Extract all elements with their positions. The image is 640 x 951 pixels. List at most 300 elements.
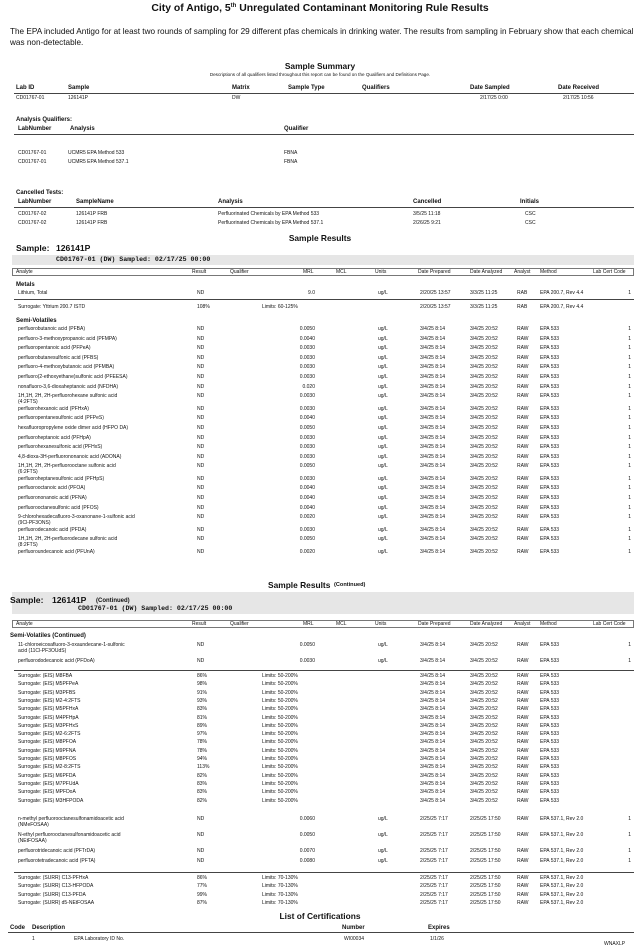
metals-surrogate-label: Surrogate: Yttrium 200.7 ISTD	[18, 304, 86, 310]
m537-row-units: ug/L	[378, 832, 388, 838]
semi-row-analyte: perfluoro(2-ethoxyethane)sulfonic acid (PFEESA)	[18, 374, 128, 380]
surrogate-537-label: Surrogate: (SURR) d5-NEtFOSAA	[18, 899, 95, 906]
analysis-qualifiers-heading: Analysis Qualifiers:	[16, 117, 73, 123]
aq-cell: UCMR5 EPA Method 537.1	[68, 159, 129, 165]
m537-row-result: ND	[197, 816, 205, 822]
semi-row-units: ug/L	[378, 526, 388, 533]
results-col-header: Units	[375, 621, 387, 627]
sample-continued: (Continued)	[96, 598, 130, 604]
semi-row-units: ug/L	[378, 374, 388, 380]
surrogate-537-analyzed: 2/25/25 17:50	[470, 875, 501, 881]
surrogate-533-analyst: RAW	[517, 739, 529, 746]
surrogate-533-limits: Limits: 50-200%	[262, 706, 298, 713]
semi-row-prepared: 3/4/25 8:14	[420, 326, 446, 332]
surrogate-537-prepared: 2/25/25 7:17	[420, 875, 448, 881]
semi-row-mrl: 0.0020	[299, 514, 315, 521]
surrogate-533-recovery: 97%	[197, 731, 208, 738]
surrogate-537-method: EPA 537.1, Rev 2.0	[540, 891, 584, 898]
m537-row-units: ug/L	[378, 816, 388, 822]
semi-row-mrl: 0.0030	[299, 475, 315, 482]
surrogate-533-prepared: 3/4/25 8:14	[420, 714, 446, 721]
results-col-header: Method	[540, 621, 557, 627]
semi-row-cert: 1	[628, 364, 631, 371]
semi-row-prepared: 3/4/25 8:14	[420, 354, 446, 361]
semi-row-prepared: 3/4/25 8:14	[420, 548, 446, 555]
semi-row-analyte: perfluorodecanoic acid (PFDA)	[18, 526, 87, 533]
surrogate-533-limits: Limits: 50-200%	[262, 722, 298, 729]
semi-row-result: ND	[197, 463, 205, 470]
surrogate-533-prepared: 3/4/25 8:14	[420, 797, 446, 804]
surrogate-537-rule	[14, 872, 634, 873]
results-col-header: MRL	[303, 621, 314, 627]
results-col-header: MRL	[303, 269, 314, 275]
metals-row-analyzed: 3/3/25 11:25	[470, 290, 498, 296]
semi-row-cert: 1	[628, 642, 631, 648]
semi-row-method: EPA 533	[540, 658, 560, 664]
semi-row-method: EPA 533	[540, 405, 560, 412]
surrogate-533-analyst: RAW	[517, 681, 529, 688]
semi-row-analyst: RAW	[517, 383, 529, 390]
sample-id: 126141P	[56, 243, 91, 253]
semi-row-analyst: RAW	[517, 393, 529, 400]
surrogate-533-prepared: 3/4/25 8:14	[420, 731, 446, 738]
semi-row-analyte: 4,8-dioxa-3H-perfluorononanoic acid (ADONA)	[18, 453, 122, 460]
footer-code: WNAXLP	[604, 941, 626, 947]
semi-row-method: EPA 533	[540, 374, 560, 380]
m537-row-analyst: RAW	[517, 857, 529, 864]
semi-row-analyst: RAW	[517, 415, 529, 422]
semi-row-cert: 1	[628, 374, 631, 380]
results-col-header: Result	[192, 269, 207, 275]
semi-row-analyst: RAW	[517, 374, 529, 380]
semi-row-result: ND	[197, 383, 205, 390]
semi-row-analyst: RAW	[517, 495, 529, 501]
m537-row-analyte: N-ethyl perfluorooctanesulfonamidoacetic acid	[18, 832, 121, 838]
results-col-header: Date Analyzed	[470, 621, 503, 627]
m537-row-mrl: 0.0060	[299, 816, 315, 822]
ct-cell: Perfluorinated Chemicals by EPA Method 533	[218, 211, 320, 217]
semi-row-prepared: 3/4/25 8:14	[420, 463, 446, 470]
results-col-header: Method	[540, 269, 557, 275]
surrogate-533-label: Surrogate: (EIS) M5PFHxA	[18, 706, 79, 713]
ct-cell: 126141P FRB	[76, 219, 108, 226]
cert-col-header: Description	[32, 925, 66, 931]
surrogate-533-limits: Limits: 50-200%	[262, 739, 298, 746]
semi-row-cert: 1	[628, 345, 631, 352]
results-col-header: Analyte	[16, 621, 33, 627]
semi-row-analyte-cont: acid (11Cl-PF3OUdS)	[18, 648, 67, 654]
surrogate-533-limits: Limits: 50-200%	[262, 714, 298, 721]
ct-col-header: LabNumber	[18, 199, 52, 205]
semi-row-method: EPA 533	[540, 536, 560, 543]
ct-cell: CSC	[525, 211, 536, 217]
surrogate-537-label: Surrogate: (SURR) C13-HFPODA	[18, 883, 94, 890]
semi-row-analyzed: 3/4/25 20:52	[470, 326, 498, 332]
surrogate-533-prepared: 3/4/25 8:14	[420, 697, 446, 704]
semi-row-analyzed: 3/4/25 20:52	[470, 526, 498, 533]
semi-row-prepared: 3/4/25 8:14	[420, 335, 446, 342]
metals-row-prepared: 2/20/25 13:57	[420, 290, 451, 296]
semi-row-mrl: 0.0030	[299, 444, 315, 451]
cert-col-header: Expires	[428, 925, 450, 931]
results-col-header: Date Analyzed	[470, 269, 503, 275]
surrogate-537-recovery: 87%	[197, 899, 208, 906]
semi-row-result: ND	[197, 374, 205, 380]
surrogate-537-label: Surrogate: (SURR) C13-PFHxA	[18, 875, 89, 881]
surrogate-533-label: Surrogate: (EIS) M2-6:2FTS	[18, 731, 81, 738]
surrogate-533-analyzed: 3/4/25 20:52	[470, 747, 498, 754]
m537-row-method: EPA 537.1, Rev 2.0	[540, 816, 584, 822]
semi-row-analyzed: 3/4/25 20:52	[470, 463, 498, 470]
semi-row-units: ug/L	[378, 485, 388, 492]
semi-row-cert: 1	[628, 514, 631, 521]
surrogate-533-limits: Limits: 50-200%	[262, 797, 298, 804]
results-col-header: Qualifier	[230, 621, 249, 627]
results-col-header: Lab Cert Code	[593, 621, 626, 627]
surrogate-537-limits: Limits: 70-130%	[262, 891, 298, 898]
semi-row-method: EPA 533	[540, 495, 560, 501]
surrogate-533-method: EPA 533	[540, 722, 560, 729]
semi-row-units: ug/L	[378, 514, 388, 521]
semi-row-analyzed: 3/4/25 20:52	[470, 475, 498, 482]
semi-row-analyst: RAW	[517, 364, 529, 371]
m537-row-analyzed: 2/25/25 17:50	[470, 816, 501, 822]
m537-row-method: EPA 537.1, Rev 2.0	[540, 848, 584, 854]
surrogate-537-recovery: 77%	[197, 883, 208, 890]
semi-row-cert: 1	[628, 536, 631, 543]
results-col-header: Analyst	[514, 269, 531, 275]
semi-row-analyte-cont: (9Cl-PF3ONS)	[18, 520, 51, 527]
semi-row-analyzed: 3/4/25 20:52	[470, 642, 498, 648]
semi-row-mrl: 0.0030	[299, 658, 315, 664]
surrogate-533-label: Surrogate: (EIS) M7PFUdA	[18, 780, 79, 787]
m537-row-analyzed: 2/25/25 17:50	[470, 832, 501, 838]
m537-row-units: ug/L	[378, 857, 388, 864]
m537-row-units: ug/L	[378, 848, 388, 854]
semi-row-method: EPA 533	[540, 444, 560, 451]
semi-row-analyzed: 3/4/25 20:52	[470, 393, 498, 400]
m537-row-prepared: 2/25/25 7:17	[420, 832, 448, 838]
semi-row-method: EPA 533	[540, 364, 560, 371]
semi-row-analyte: 1H,1H, 2H, 2H-perfluorohexane sulfonic acid	[18, 393, 118, 400]
semi-row-prepared: 3/4/25 8:14	[420, 393, 446, 400]
semi-row-mrl: 0.0030	[299, 405, 315, 412]
aq-cell: UCMR5 EPA Method 533	[68, 150, 125, 156]
surrogate-537-prepared: 2/25/25 7:17	[420, 899, 448, 906]
cert-col-header: Number	[342, 925, 365, 931]
results-col-header: Analyte	[16, 269, 33, 275]
surrogate-533-recovery: 82%	[197, 772, 208, 779]
semi-row-prepared: 3/4/25 8:14	[420, 364, 446, 371]
surrogate-537-limits: Limits: 70-130%	[262, 875, 298, 881]
surrogate-533-method: EPA 533	[540, 747, 560, 754]
surrogate-533-limits: Limits: 50-200%	[262, 731, 298, 738]
surrogate-533-limits: Limits: 50-200%	[262, 697, 298, 704]
semi-row-method: EPA 533	[540, 475, 560, 482]
metals-row-mrl: 9.0	[308, 290, 315, 296]
semi-row-analyst: RAW	[517, 424, 529, 431]
semi-row-analyzed: 3/4/25 20:52	[470, 658, 498, 664]
semi-row-cert: 1	[628, 335, 631, 342]
surrogate-533-analyzed: 3/4/25 20:52	[470, 797, 498, 804]
semi-row-analyte: 9-chlorohexadecafluoro-3-oxanonane-1-sulfonic acid	[18, 514, 135, 521]
semi-row-result: ND	[197, 658, 205, 664]
semi-row-analyst: RAW	[517, 326, 529, 332]
surrogate-533-analyzed: 3/4/25 20:52	[470, 731, 498, 738]
surrogate-533-method: EPA 533	[540, 764, 560, 771]
surrogate-533-recovery: 83%	[197, 780, 208, 787]
surrogate-533-analyzed: 3/4/25 20:52	[470, 772, 498, 779]
results-col-header: Date Prepared	[418, 269, 451, 275]
cert-cell: EPA Laboratory ID No.	[74, 936, 125, 942]
semi-row-cert: 1	[628, 326, 631, 332]
surrogate-533-analyst: RAW	[517, 772, 529, 779]
surrogate-533-recovery: 78%	[197, 739, 208, 746]
surrogate-533-method: EPA 533	[540, 789, 560, 796]
surrogate-533-analyzed: 3/4/25 20:52	[470, 681, 498, 688]
surrogate-537-analyzed: 2/25/25 17:50	[470, 891, 501, 898]
semi-row-analyzed: 3/4/25 20:52	[470, 335, 498, 342]
surrogate-533-recovery: 83%	[197, 706, 208, 713]
semi-row-analyte-cont: (8:2FTS)	[18, 542, 38, 549]
surrogate-533-analyst: RAW	[517, 797, 529, 804]
semi-row-method: EPA 533	[540, 485, 560, 492]
ct-col-header: Cancelled	[413, 199, 442, 205]
semi-row-cert: 1	[628, 405, 631, 412]
semi-row-units: ug/L	[378, 536, 388, 543]
semi-row-cert: 1	[628, 424, 631, 431]
semi-row-analyzed: 3/4/25 20:52	[470, 444, 498, 451]
semi-row-analyst: RAW	[517, 335, 529, 342]
cert-cell: 1/1/26	[430, 936, 444, 942]
surrogate-537-method: EPA 537.1, Rev 2.0	[540, 899, 584, 906]
semi-row-method: EPA 533	[540, 453, 560, 460]
surrogate-537-recovery: 99%	[197, 891, 208, 898]
semi-row-method: EPA 533	[540, 335, 560, 342]
semi-row-result: ND	[197, 434, 205, 441]
surrogate-537-analyst: RAW	[517, 899, 529, 906]
semi-row-cert: 1	[628, 434, 631, 441]
semi-row-analyst: RAW	[517, 405, 529, 412]
summary-col-header: Matrix	[232, 85, 250, 91]
semi-volatiles-heading: Semi-Volatiles	[16, 318, 57, 324]
metals-row-method: EPA 200.7, Rev 4.4	[540, 290, 584, 296]
semi-row-mrl: 0.0040	[299, 504, 315, 511]
m537-row-method: EPA 537.1, Rev 2.0	[540, 857, 584, 864]
semi-row-units: ug/L	[378, 463, 388, 470]
results-col-header: Lab Cert Code	[593, 269, 626, 275]
semi-row-analyst: RAW	[517, 642, 529, 648]
surrogate-533-analyst: RAW	[517, 697, 529, 704]
semi-row-method: EPA 533	[540, 504, 560, 511]
surrogate-533-recovery: 93%	[197, 697, 208, 704]
aq-cell: CD01767-01	[18, 159, 47, 165]
semi-row-result: ND	[197, 415, 205, 422]
surrogate-533-limits: Limits: 50-200%	[262, 789, 298, 796]
semi-row-cert: 1	[628, 453, 631, 460]
surrogate-533-analyzed: 3/4/25 20:52	[470, 714, 498, 721]
semi-row-units: ug/L	[378, 364, 388, 371]
results-col-header: Date Prepared	[418, 621, 451, 627]
surrogate-533-recovery: 78%	[197, 747, 208, 754]
aq-cell: FBNA	[284, 150, 298, 156]
semi-row-mrl: 0.0050	[299, 642, 315, 648]
semi-row-cert: 1	[628, 444, 631, 451]
semi-row-result: ND	[197, 475, 205, 482]
semi-row-prepared: 3/4/25 8:14	[420, 405, 446, 412]
semi-row-prepared: 3/4/25 8:14	[420, 434, 446, 441]
surrogate-533-analyzed: 3/4/25 20:52	[470, 756, 498, 762]
semi-row-prepared: 3/4/25 8:14	[420, 485, 446, 492]
surrogate-533-analyst: RAW	[517, 714, 529, 721]
semi-row-units: ug/L	[378, 453, 388, 460]
semi-row-analyte: 11-chloroeicosafluoro-3-oxaundecane-1-sulfonic	[18, 642, 125, 648]
semi-row-analyzed: 3/4/25 20:52	[470, 453, 498, 460]
surrogate-533-analyst: RAW	[517, 706, 529, 713]
metals-surrogate-prepared: 2/20/25 13:57	[420, 304, 451, 310]
m537-row-analyst: RAW	[517, 832, 529, 838]
semi-row-analyst: RAW	[517, 434, 529, 441]
surrogate-533-prepared: 3/4/25 8:14	[420, 780, 446, 787]
m537-row-prepared: 2/25/25 7:17	[420, 857, 448, 864]
summary-col-header: Date Sampled	[470, 85, 510, 91]
m537-row-analyte: perfluorotetradecanoic acid (PFTA)	[18, 857, 96, 864]
semi-row-mrl: 0.0030	[299, 345, 315, 352]
semi-row-result: ND	[197, 326, 205, 332]
surrogate-533-label: Surrogate: (EIS) M2-4:2FTS	[18, 697, 81, 704]
semi-row-analyte-cont: (6:2FTS)	[18, 469, 38, 476]
surrogate-533-method: EPA 533	[540, 756, 560, 762]
semi-row-analyzed: 3/4/25 20:52	[470, 405, 498, 412]
m537-row-analyte: n-methyl perfluorooctanesulfonamidoacetic acid	[18, 816, 124, 822]
semi-row-method: EPA 533	[540, 463, 560, 470]
semi-row-mrl: 0.0030	[299, 453, 315, 460]
surrogate-537-recovery: 86%	[197, 875, 208, 881]
surrogate-533-prepared: 3/4/25 8:14	[420, 673, 446, 679]
surrogate-533-label: Surrogate: (EIS) M3HFPODA	[18, 797, 84, 804]
metals-rule	[14, 299, 634, 300]
semi-row-method: EPA 533	[540, 393, 560, 400]
surrogate-533-analyzed: 3/4/25 20:52	[470, 789, 498, 796]
surrogate-533-method: EPA 533	[540, 706, 560, 713]
semi-row-prepared: 3/4/25 8:14	[420, 526, 446, 533]
ct-header-rule	[14, 207, 634, 208]
semi-row-cert: 1	[628, 658, 631, 664]
page-title: City of Antigo, 5th Unregulated Contaminant Monitoring Rule Results	[151, 3, 489, 14]
semi-row-mrl: 0.0030	[299, 374, 315, 380]
surrogate-533-analyst: RAW	[517, 689, 529, 696]
surrogate-533-label: Surrogate: (EIS) M6PFDA	[18, 772, 76, 779]
ct-cell: CSC	[525, 219, 536, 226]
aq-cell: CD01767-01	[18, 150, 47, 156]
surrogate-533-analyst: RAW	[517, 673, 529, 679]
semi-row-analyte: 1H,1H, 2H, 2H-perfluorodecane sulfonic acid	[18, 536, 118, 543]
semi-row-mrl: 0.0040	[299, 415, 315, 422]
surrogate-533-label: Surrogate: (EIS) M8PFOA	[18, 739, 77, 746]
surrogate-533-analyst: RAW	[517, 722, 529, 729]
semi-row-result: ND	[197, 453, 205, 460]
surrogate-533-prepared: 3/4/25 8:14	[420, 747, 446, 754]
semi-row-analyst: RAW	[517, 526, 529, 533]
surrogate-533-analyzed: 3/4/25 20:52	[470, 722, 498, 729]
intro-paragraph: The EPA included Antigo for at least two rounds of sampling for 29 different pfas chemicals in drinking water. The results from sampling in February show that each chemical was non-detectable.	[10, 27, 634, 47]
surrogate-537-method: EPA 537.1, Rev 2.0	[540, 883, 584, 890]
ct-col-header: Initials	[520, 199, 540, 205]
aq-col-header: Analysis	[70, 126, 95, 132]
surrogate-533-analyst: RAW	[517, 764, 529, 771]
surrogate-533-recovery: 98%	[197, 681, 208, 688]
summary-col-header: Sample	[68, 85, 90, 91]
semi-row-result: ND	[197, 444, 205, 451]
semi-row-units: ug/L	[378, 444, 388, 451]
semi-row-units: ug/L	[378, 475, 388, 482]
surrogate-533-label: Surrogate: (EIS) M8FBA	[18, 673, 73, 679]
semi-row-prepared: 3/4/25 8:14	[420, 642, 446, 648]
metals-surrogate-recovery: 108%	[197, 304, 210, 310]
semi-row-mrl: 0.0030	[299, 364, 315, 371]
semi-row-analyte: perfluorobutanesulfonic acid (PFBS)	[18, 354, 99, 361]
semi-row-prepared: 3/4/25 8:14	[420, 424, 446, 431]
surrogate-533-analyst: RAW	[517, 789, 529, 796]
results-col-header: Analyst	[514, 621, 531, 627]
ct-cell: 2/26/25 9:21	[413, 219, 441, 226]
ct-cell: Perfluorinated Chemicals by EPA Method 537.1	[218, 219, 324, 226]
sample-results-heading: Sample Results	[288, 233, 352, 243]
semi-row-method: EPA 533	[540, 526, 560, 533]
semi-row-analyzed: 3/4/25 20:52	[470, 548, 498, 555]
ct-col-header: Analysis	[218, 199, 243, 205]
semi-row-analyzed: 3/4/25 20:52	[470, 504, 498, 511]
semi-row-analyzed: 3/4/25 20:52	[470, 495, 498, 501]
semi-row-prepared: 3/4/25 8:14	[420, 514, 446, 521]
surrogate-533-label: Surrogate: (EIS) M5PFPeA	[18, 681, 79, 688]
semi-row-cert: 1	[628, 393, 631, 400]
semi-row-prepared: 3/4/25 8:14	[420, 383, 446, 390]
semi-row-prepared: 3/4/25 8:14	[420, 415, 446, 422]
ct-cell: CD01767-02	[18, 219, 47, 226]
semi-row-analyte: perfluorononanoic acid (PFNA)	[18, 495, 87, 501]
semi-row-analyst: RAW	[517, 504, 529, 511]
semi-row-cert: 1	[628, 526, 631, 533]
surrogate-533-prepared: 3/4/25 8:14	[420, 722, 446, 729]
metals-row-cert: 1	[628, 290, 631, 296]
sample-label: Sample:	[16, 243, 50, 253]
m537-row-cert: 1	[628, 857, 631, 864]
semi-row-analyzed: 3/4/25 20:52	[470, 364, 498, 371]
semi-row-mrl: 0.0030	[299, 393, 315, 400]
semi-row-cert: 1	[628, 354, 631, 361]
surrogate-rule	[14, 670, 634, 671]
surrogate-533-label: Surrogate: (EIS) M3PFHxS	[18, 722, 79, 729]
semi-row-analyte: hexafluoropropylene oxide dimer acid (HFPO DA)	[18, 424, 129, 431]
semi-row-result: ND	[197, 526, 205, 533]
ct-col-header: SampleName	[76, 199, 114, 205]
m537-row-cert: 1	[628, 832, 631, 838]
semi-row-result: ND	[197, 485, 205, 492]
semi-row-analyst: RAW	[517, 658, 529, 664]
semi-row-units: ug/L	[378, 335, 388, 342]
semi-row-analyst: RAW	[517, 548, 529, 555]
semi-row-units: ug/L	[378, 354, 388, 361]
surrogate-533-method: EPA 533	[540, 731, 560, 738]
semi-row-units: ug/L	[378, 658, 388, 664]
sample-label: Sample:	[10, 595, 44, 605]
semi-row-analyzed: 3/4/25 20:52	[470, 514, 498, 521]
surrogate-537-label: Surrogate: (SURR) C13-PFDA	[18, 891, 86, 898]
cert-cell: WI00034	[344, 936, 365, 942]
semi-row-units: ug/L	[378, 405, 388, 412]
semi-row-analyst: RAW	[517, 463, 529, 470]
